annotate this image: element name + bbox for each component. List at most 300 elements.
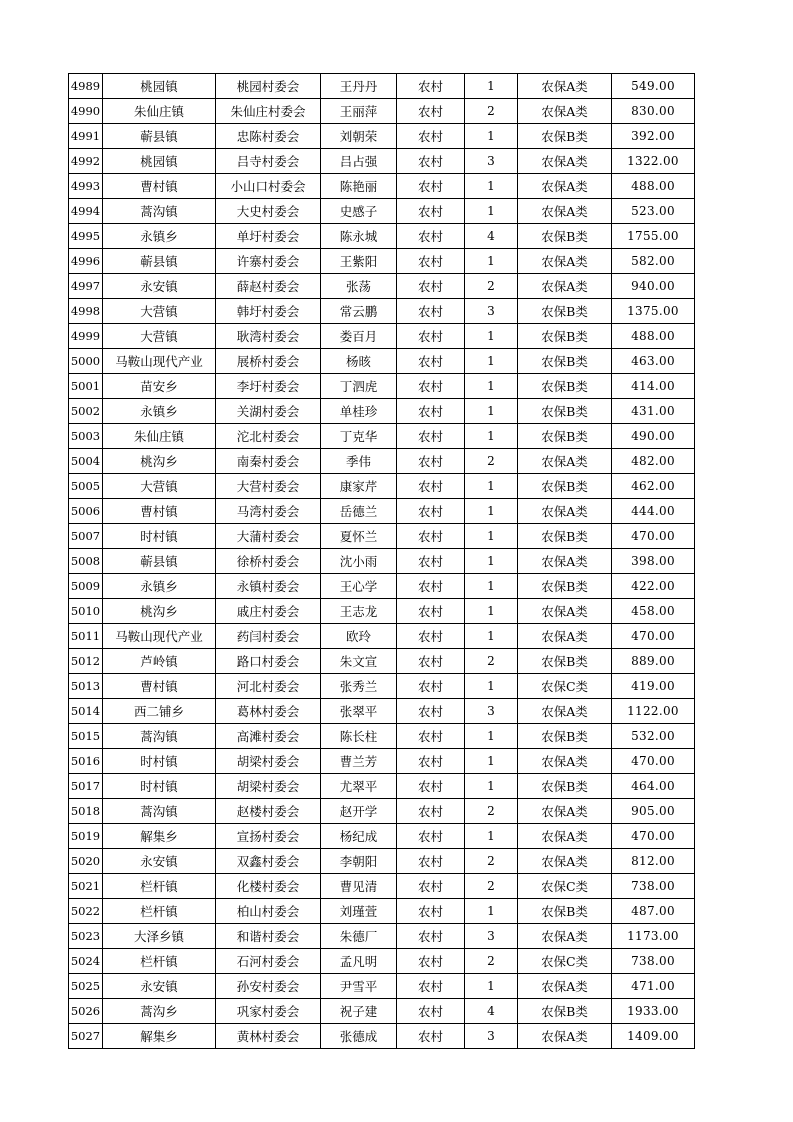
cell-row-id: 5019 [69,824,103,849]
cell-amount: 471.00 [612,974,695,999]
table-row [69,749,695,774]
cell-insurance-category: 农保A类 [518,99,612,124]
cell-town: 蒿沟镇 [103,799,216,824]
cell-person-name: 杨晐 [321,349,397,374]
cell-amount: 582.00 [612,249,695,274]
cell-insurance-category: 农保A类 [518,624,612,649]
cell-village-committee: 戚庄村委会 [216,599,321,624]
cell-village-committee: 薛赵村委会 [216,274,321,299]
cell-village-committee: 胡梁村委会 [216,749,321,774]
cell-town: 时村镇 [103,524,216,549]
cell-insurance-category: 农保A类 [518,199,612,224]
cell-household-count: 1 [465,599,518,624]
cell-person-name: 刘瑾萱 [321,899,397,924]
cell-household-count: 2 [465,99,518,124]
cell-amount: 470.00 [612,749,695,774]
cell-household-count: 1 [465,199,518,224]
cell-amount: 738.00 [612,874,695,899]
cell-amount: 414.00 [612,374,695,399]
cell-town: 蕲县镇 [103,549,216,574]
cell-area-type: 农村 [397,124,465,149]
cell-area-type: 农村 [397,949,465,974]
cell-row-id: 5004 [69,449,103,474]
cell-village-committee: 黄林村委会 [216,1024,321,1049]
cell-amount: 470.00 [612,824,695,849]
cell-row-id: 5010 [69,599,103,624]
cell-town: 桃园镇 [103,149,216,174]
cell-area-type: 农村 [397,449,465,474]
cell-household-count: 1 [465,474,518,499]
table-row [69,274,695,299]
cell-village-committee: 药闫村委会 [216,624,321,649]
cell-town: 马鞍山现代产业 [103,349,216,374]
cell-area-type: 农村 [397,549,465,574]
table-row [69,824,695,849]
cell-row-id: 4996 [69,249,103,274]
cell-person-name: 丁克华 [321,424,397,449]
cell-town: 栏杆镇 [103,949,216,974]
cell-amount: 532.00 [612,724,695,749]
cell-household-count: 1 [465,74,518,99]
cell-person-name: 祝子建 [321,999,397,1024]
cell-town: 蒿沟乡 [103,999,216,1024]
cell-household-count: 2 [465,649,518,674]
cell-town: 时村镇 [103,774,216,799]
cell-amount: 523.00 [612,199,695,224]
cell-household-count: 1 [465,499,518,524]
cell-village-committee: 展桥村委会 [216,349,321,374]
cell-area-type: 农村 [397,874,465,899]
cell-village-committee: 小山口村委会 [216,174,321,199]
cell-person-name: 沈小雨 [321,549,397,574]
cell-amount: 889.00 [612,649,695,674]
table-row [69,1024,695,1049]
cell-area-type: 农村 [397,774,465,799]
cell-village-committee: 关湖村委会 [216,399,321,424]
cell-town: 解集乡 [103,824,216,849]
cell-insurance-category: 农保B类 [518,324,612,349]
cell-amount: 470.00 [612,624,695,649]
cell-household-count: 1 [465,749,518,774]
cell-area-type: 农村 [397,349,465,374]
cell-insurance-category: 农保A类 [518,449,612,474]
cell-row-id: 5015 [69,724,103,749]
cell-town: 马鞍山现代产业 [103,624,216,649]
cell-insurance-category: 农保B类 [518,349,612,374]
table-row [69,249,695,274]
cell-insurance-category: 农保A类 [518,974,612,999]
cell-person-name: 孟凡明 [321,949,397,974]
cell-town: 大营镇 [103,324,216,349]
cell-amount: 462.00 [612,474,695,499]
cell-town: 栏杆镇 [103,899,216,924]
cell-row-id: 4991 [69,124,103,149]
cell-area-type: 农村 [397,99,465,124]
cell-amount: 419.00 [612,674,695,699]
cell-person-name: 曹兰芳 [321,749,397,774]
cell-insurance-category: 农保A类 [518,1024,612,1049]
cell-household-count: 1 [465,124,518,149]
cell-village-committee: 双鑫村委会 [216,849,321,874]
cell-village-committee: 胡梁村委会 [216,774,321,799]
cell-area-type: 农村 [397,649,465,674]
cell-row-id: 5022 [69,899,103,924]
cell-village-committee: 李圩村委会 [216,374,321,399]
cell-person-name: 陈永城 [321,224,397,249]
cell-row-id: 4990 [69,99,103,124]
cell-person-name: 王志龙 [321,599,397,624]
cell-town: 蒿沟镇 [103,199,216,224]
table-row [69,624,695,649]
table-row [69,299,695,324]
table-row [69,899,695,924]
cell-household-count: 3 [465,924,518,949]
cell-insurance-category: 农保A类 [518,599,612,624]
cell-row-id: 5018 [69,799,103,824]
cell-village-committee: 葛林村委会 [216,699,321,724]
cell-row-id: 5020 [69,849,103,874]
cell-row-id: 4997 [69,274,103,299]
table-row [69,324,695,349]
cell-area-type: 农村 [397,499,465,524]
table-row [69,949,695,974]
table-row [69,499,695,524]
cell-row-id: 5027 [69,1024,103,1049]
cell-person-name: 常云鹏 [321,299,397,324]
cell-amount: 482.00 [612,449,695,474]
cell-town: 西二铺乡 [103,699,216,724]
cell-person-name: 丁泗虎 [321,374,397,399]
cell-person-name: 陈艳丽 [321,174,397,199]
cell-area-type: 农村 [397,749,465,774]
cell-person-name: 吕占强 [321,149,397,174]
table-row [69,799,695,824]
cell-town: 桃沟乡 [103,449,216,474]
cell-person-name: 曹见清 [321,874,397,899]
cell-town: 曹村镇 [103,174,216,199]
cell-village-committee: 徐桥村委会 [216,549,321,574]
cell-row-id: 4989 [69,74,103,99]
table-row [69,774,695,799]
cell-village-committee: 河北村委会 [216,674,321,699]
cell-household-count: 4 [465,999,518,1024]
cell-area-type: 农村 [397,849,465,874]
cell-town: 芦岭镇 [103,649,216,674]
cell-household-count: 1 [465,574,518,599]
table-row [69,999,695,1024]
cell-insurance-category: 农保B类 [518,299,612,324]
cell-village-committee: 吕寺村委会 [216,149,321,174]
cell-insurance-category: 农保B类 [518,899,612,924]
cell-amount: 464.00 [612,774,695,799]
cell-household-count: 1 [465,824,518,849]
cell-amount: 905.00 [612,799,695,824]
cell-insurance-category: 农保B类 [518,424,612,449]
cell-row-id: 5014 [69,699,103,724]
cell-amount: 738.00 [612,949,695,974]
cell-insurance-category: 农保A类 [518,249,612,274]
table-row [69,124,695,149]
cell-insurance-category: 农保A类 [518,849,612,874]
cell-town: 桃园镇 [103,74,216,99]
table-row [69,449,695,474]
cell-insurance-category: 农保A类 [518,749,612,774]
cell-town: 朱仙庄镇 [103,99,216,124]
cell-person-name: 张秀兰 [321,674,397,699]
cell-person-name: 岳德兰 [321,499,397,524]
cell-village-committee: 高滩村委会 [216,724,321,749]
cell-area-type: 农村 [397,324,465,349]
cell-household-count: 1 [465,524,518,549]
table-row [69,599,695,624]
cell-row-id: 5016 [69,749,103,774]
cell-household-count: 3 [465,149,518,174]
cell-town: 永安镇 [103,274,216,299]
cell-town: 大营镇 [103,299,216,324]
cell-area-type: 农村 [397,374,465,399]
table-row [69,849,695,874]
cell-village-committee: 赵楼村委会 [216,799,321,824]
cell-row-id: 4995 [69,224,103,249]
cell-town: 曹村镇 [103,499,216,524]
cell-area-type: 农村 [397,474,465,499]
cell-person-name: 娄百月 [321,324,397,349]
cell-insurance-category: 农保B类 [518,474,612,499]
cell-person-name: 王心学 [321,574,397,599]
cell-household-count: 2 [465,449,518,474]
cell-row-id: 5006 [69,499,103,524]
cell-row-id: 4993 [69,174,103,199]
cell-person-name: 尤翠平 [321,774,397,799]
cell-household-count: 1 [465,549,518,574]
cell-village-committee: 桃园村委会 [216,74,321,99]
cell-village-committee: 路口村委会 [216,649,321,674]
cell-person-name: 朱文宣 [321,649,397,674]
cell-area-type: 农村 [397,249,465,274]
cell-insurance-category: 农保A类 [518,924,612,949]
cell-area-type: 农村 [397,74,465,99]
cell-village-committee: 大史村委会 [216,199,321,224]
cell-area-type: 农村 [397,424,465,449]
cell-area-type: 农村 [397,174,465,199]
cell-area-type: 农村 [397,824,465,849]
cell-row-id: 5005 [69,474,103,499]
cell-insurance-category: 农保C类 [518,949,612,974]
cell-area-type: 农村 [397,899,465,924]
cell-village-committee: 许寨村委会 [216,249,321,274]
cell-household-count: 4 [465,224,518,249]
cell-amount: 1409.00 [612,1024,695,1049]
cell-amount: 549.00 [612,74,695,99]
cell-town: 蕲县镇 [103,249,216,274]
cell-village-committee: 南秦村委会 [216,449,321,474]
table-row [69,224,695,249]
cell-household-count: 1 [465,424,518,449]
table-row [69,874,695,899]
cell-insurance-category: 农保B类 [518,224,612,249]
cell-household-count: 1 [465,349,518,374]
cell-row-id: 5000 [69,349,103,374]
table-body [69,74,695,1049]
cell-town: 永安镇 [103,849,216,874]
cell-row-id: 4998 [69,299,103,324]
allowance-table [68,73,695,1049]
cell-person-name: 王丹丹 [321,74,397,99]
cell-village-committee: 宣扬村委会 [216,824,321,849]
cell-insurance-category: 农保C类 [518,674,612,699]
cell-insurance-category: 农保B类 [518,399,612,424]
cell-row-id: 5001 [69,374,103,399]
cell-row-id: 4994 [69,199,103,224]
cell-insurance-category: 农保A类 [518,74,612,99]
cell-insurance-category: 农保B类 [518,524,612,549]
cell-village-committee: 朱仙庄村委会 [216,99,321,124]
cell-amount: 392.00 [612,124,695,149]
cell-amount: 1375.00 [612,299,695,324]
cell-town: 栏杆镇 [103,874,216,899]
cell-amount: 490.00 [612,424,695,449]
cell-town: 朱仙庄镇 [103,424,216,449]
cell-village-committee: 石河村委会 [216,949,321,974]
cell-area-type: 农村 [397,224,465,249]
table-row [69,724,695,749]
cell-person-name: 赵开学 [321,799,397,824]
cell-insurance-category: 农保B类 [518,999,612,1024]
cell-person-name: 史感子 [321,199,397,224]
cell-insurance-category: 农保B类 [518,574,612,599]
cell-household-count: 2 [465,949,518,974]
cell-area-type: 农村 [397,524,465,549]
cell-town: 蒿沟镇 [103,724,216,749]
cell-amount: 398.00 [612,549,695,574]
cell-amount: 463.00 [612,349,695,374]
cell-area-type: 农村 [397,999,465,1024]
cell-insurance-category: 农保A类 [518,274,612,299]
cell-person-name: 单桂珍 [321,399,397,424]
cell-row-id: 5012 [69,649,103,674]
cell-person-name: 季伟 [321,449,397,474]
cell-village-committee: 大营村委会 [216,474,321,499]
cell-amount: 1122.00 [612,699,695,724]
cell-insurance-category: 农保A类 [518,549,612,574]
cell-amount: 1755.00 [612,224,695,249]
table-row [69,699,695,724]
table-row [69,149,695,174]
cell-village-committee: 柏山村委会 [216,899,321,924]
cell-insurance-category: 农保B类 [518,774,612,799]
cell-town: 桃沟乡 [103,599,216,624]
table-row [69,674,695,699]
cell-amount: 458.00 [612,599,695,624]
cell-household-count: 1 [465,374,518,399]
table-row [69,924,695,949]
cell-insurance-category: 农保A类 [518,174,612,199]
cell-amount: 431.00 [612,399,695,424]
cell-household-count: 1 [465,674,518,699]
cell-village-committee: 忠陈村委会 [216,124,321,149]
cell-amount: 1173.00 [612,924,695,949]
cell-row-id: 5021 [69,874,103,899]
table-row [69,474,695,499]
cell-insurance-category: 农保A类 [518,824,612,849]
cell-row-id: 5023 [69,924,103,949]
cell-person-name: 夏怀兰 [321,524,397,549]
cell-person-name: 张荡 [321,274,397,299]
cell-row-id: 5007 [69,524,103,549]
cell-village-committee: 沱北村委会 [216,424,321,449]
cell-household-count: 1 [465,899,518,924]
cell-town: 永镇乡 [103,399,216,424]
cell-area-type: 农村 [397,624,465,649]
cell-area-type: 农村 [397,724,465,749]
table-row [69,74,695,99]
cell-household-count: 1 [465,774,518,799]
cell-row-id: 5025 [69,974,103,999]
cell-village-committee: 大蒲村委会 [216,524,321,549]
cell-town: 永镇乡 [103,574,216,599]
cell-town: 解集乡 [103,1024,216,1049]
cell-town: 永安镇 [103,974,216,999]
cell-person-name: 王紫阳 [321,249,397,274]
cell-town: 永镇乡 [103,224,216,249]
table-row [69,549,695,574]
cell-amount: 488.00 [612,174,695,199]
cell-amount: 488.00 [612,324,695,349]
cell-row-id: 5002 [69,399,103,424]
cell-person-name: 张翠平 [321,699,397,724]
cell-amount: 812.00 [612,849,695,874]
cell-insurance-category: 农保B类 [518,649,612,674]
cell-town: 蕲县镇 [103,124,216,149]
cell-person-name: 刘朝荣 [321,124,397,149]
cell-household-count: 2 [465,799,518,824]
cell-person-name: 王丽萍 [321,99,397,124]
table-row [69,574,695,599]
cell-person-name: 尹雪平 [321,974,397,999]
cell-area-type: 农村 [397,149,465,174]
cell-household-count: 3 [465,1024,518,1049]
cell-amount: 830.00 [612,99,695,124]
cell-household-count: 2 [465,274,518,299]
cell-row-id: 4992 [69,149,103,174]
cell-amount: 422.00 [612,574,695,599]
cell-village-committee: 韩圩村委会 [216,299,321,324]
cell-insurance-category: 农保A类 [518,799,612,824]
cell-amount: 470.00 [612,524,695,549]
cell-row-id: 5013 [69,674,103,699]
cell-row-id: 5026 [69,999,103,1024]
cell-household-count: 1 [465,724,518,749]
cell-area-type: 农村 [397,924,465,949]
cell-amount: 1322.00 [612,149,695,174]
cell-area-type: 农村 [397,574,465,599]
table-row [69,99,695,124]
cell-row-id: 5003 [69,424,103,449]
cell-person-name: 欧玲 [321,624,397,649]
cell-person-name: 康家芹 [321,474,397,499]
cell-village-committee: 化楼村委会 [216,874,321,899]
table-row [69,349,695,374]
cell-village-committee: 马湾村委会 [216,499,321,524]
cell-row-id: 5009 [69,574,103,599]
cell-town: 时村镇 [103,749,216,774]
table-row [69,174,695,199]
cell-person-name: 杨纪成 [321,824,397,849]
table-row [69,374,695,399]
cell-area-type: 农村 [397,399,465,424]
cell-village-committee: 耿湾村委会 [216,324,321,349]
cell-row-id: 5017 [69,774,103,799]
